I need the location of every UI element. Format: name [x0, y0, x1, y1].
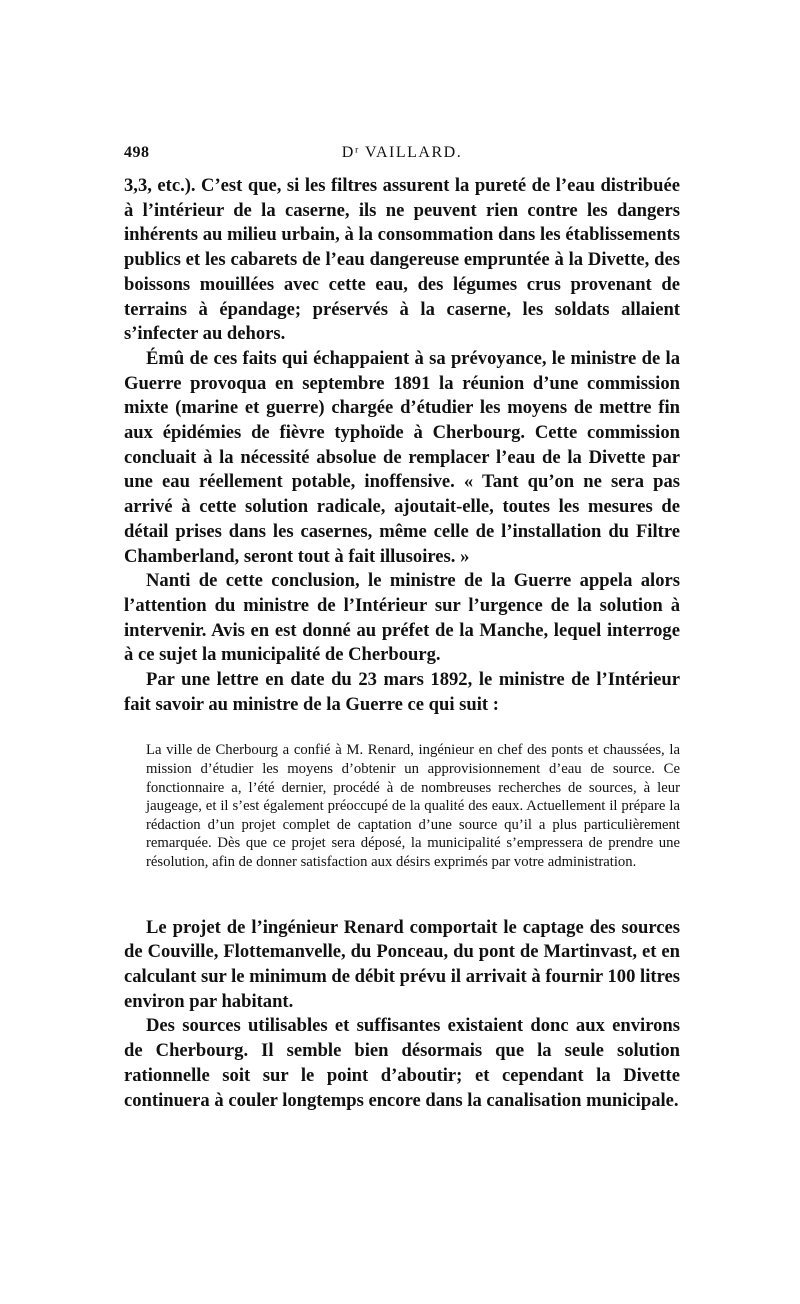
paragraph: Émû de ces faits qui échappaient à sa prévoyance, le ministre de la Guerre provoqua en septembre 1891 la réunion d’une commission mixte (marine et guerre) chargée d’étudier les moyens de mettre fin aux épidémies de fièvre typhoïde à Cherbourg. Cette commission concluait à la nécessité absolue de remplacer l’eau de la Divette par une eau réellement potable, inoffensive. « Tant qu’on ne sera pas arrivé à cette solution radicale, ajoutait-elle, toutes les mesures de détail prises dans les casernes, même celle de l’installation du Filtre Chamberland, seront tout à fait illusoires. »: [124, 347, 680, 567]
paragraph: Des sources utilisables et suffisantes existaient donc aux environs de Cherbourg. Il semble bien désormais que la seule solution rationnelle soit sur le point d’aboutir; et cependant la Divette continuera à couler longtemps encore dans la canalisation municipale.: [124, 1015, 680, 1111]
paragraph: Le projet de l’ingénieur Renard comportait le captage des sources de Couville, Flottemanvelle, du Ponceau, du pont de Martinvast, et en calculant sur le minimum de débit prévu il arrivait à fournir 100 litres environ par habitant.: [124, 916, 680, 1012]
quote-text: La ville de Cherbourg a confié à M. Renard, ingénieur en chef des ponts et chaussées, la mission d’étudier les moyens d’obtenir un approvisionnement d’eau de source. Ce fonctionnaire a, l’été dernier, procédé à de nombreuses recherches de sources, à leur jaugeage, et il s’est également préoccupé de la qualité des eaux. Actuellement il prépare la rédaction d’un projet complet de captation d’une source qu’il a plus particulièrement remarquée. Dès que ce projet sera déposé, la municipalité s’empressera de prendre une résolution, afin de donner satisfaction aux désirs exprimés par votre administration.: [146, 742, 680, 871]
body-text: [124, 174, 680, 1113]
paragraph: 3,3, etc.). C’est que, si les filtres assurent la pureté de l’eau distribuée à l’intérieur de la caserne, ils ne peuvent rien contre les dangers inhérents au milieu urbain, à la consommation dans les établissements publics et les cabarets de l’eau dangereuse empruntée à la Divette, des boissons mouillées avec cette eau, des légumes crus provenant de terrains à épandage; préservés à la caserne, les soldats allaient s’infecter au dehors.: [124, 175, 680, 345]
block-quote: [146, 741, 680, 871]
closing-section: [124, 916, 680, 1114]
page-number: 498: [124, 144, 150, 161]
paragraph: Par une lettre en date du 23 mars 1892, le ministre de l’Intérieur fait savoir au ministre de la Guerre ce qui suit :: [124, 669, 680, 715]
running-title: Dʳ VAILLARD.: [341, 144, 463, 161]
book-page: [124, 144, 680, 1113]
running-head: [124, 144, 680, 166]
paragraph: Nanti de cette conclusion, le ministre de la Guerre appela alors l’attention du ministre de l’Intérieur sur l’urgence de la solution à intervenir. Avis en est donné au préfet de la Manche, lequel interroge à ce sujet la municipalité de Cherbourg.: [124, 570, 680, 666]
